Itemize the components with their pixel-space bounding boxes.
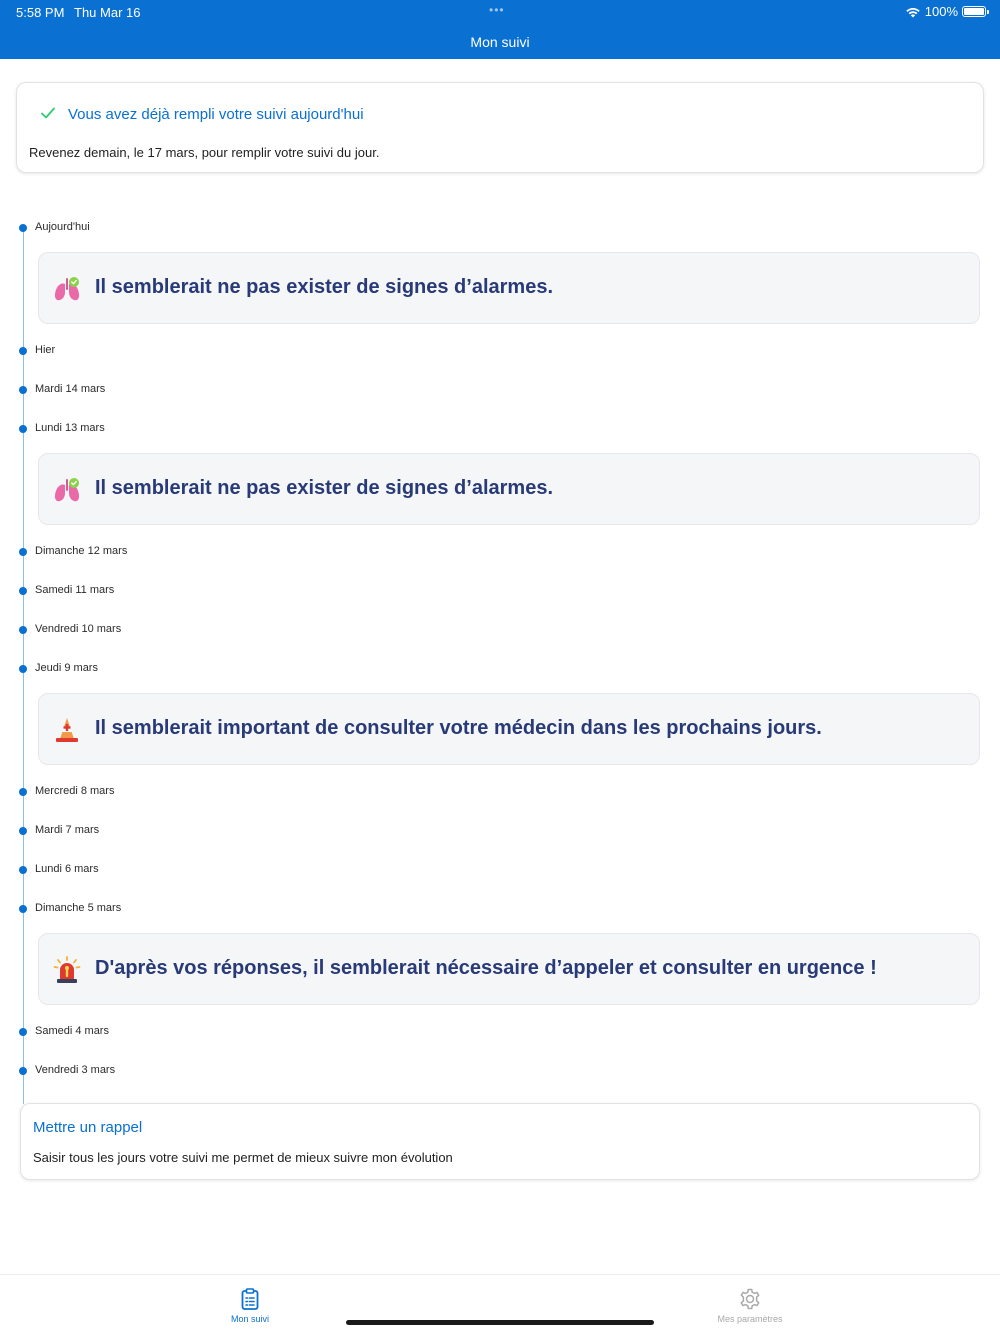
timeline-dot [19,1067,27,1075]
status-indicators [905,4,986,19]
timeline-day [0,662,300,678]
timeline-dot [19,827,27,835]
wifi-icon [905,6,921,18]
timeline-dot [19,425,27,433]
timeline-day [0,584,300,600]
timeline-day [0,221,300,237]
timeline-day [0,422,300,438]
timeline-day-label: Mardi 7 mars [35,824,100,836]
timeline-day-label: Lundi 6 mars [35,863,99,875]
lungs-icon [52,274,82,304]
gear-icon [738,1287,762,1311]
reminder-title[interactable]: Mettre un rappel [33,1119,143,1136]
timeline-dot [19,548,27,556]
advice-text: D'après vos réponses, il semblerait nécessaire d’appeler et consulter en urgence ! [95,957,877,979]
advice-card[interactable] [38,453,980,525]
timeline-day-label: Dimanche 12 mars [35,545,128,557]
tab-bar [0,1274,1000,1334]
timeline-dot [19,905,27,913]
timeline-day-label: Hier [35,344,56,356]
timeline-day [0,902,300,918]
lungs-icon [52,475,82,505]
advice-card[interactable] [38,252,980,324]
timeline-dot [19,587,27,595]
timeline-day-label: Vendredi 3 mars [35,1064,116,1076]
timeline-day [0,824,300,840]
page-title: Mon suivi [470,34,530,50]
daily-done-card [16,82,984,173]
timeline-day [0,785,300,801]
daily-done-text: Revenez demain, le 17 mars, pour remplir votre suivi du jour. [29,145,380,160]
clipboard-icon [238,1287,262,1311]
timeline-day-label: Aujourd'hui [35,221,90,233]
advice-text: Il semblerait ne pas exister de signes d’alarmes. [95,276,553,298]
timeline-day-label: Jeudi 9 mars [35,662,98,674]
timeline-dot [19,386,27,394]
timeline-day-label: Dimanche 5 mars [35,902,122,914]
multitasking-dots-icon[interactable]: ••• [489,3,505,17]
timeline-day-label: Vendredi 10 mars [35,623,122,635]
timeline-dot [19,224,27,232]
reminder-text: Saisir tous les jours votre suivi me permet de mieux suivre mon évolution [33,1150,453,1165]
timeline-dot [19,347,27,355]
timeline-day-label: Lundi 13 mars [35,422,105,434]
tab-label: Mes paramètres [717,1314,783,1324]
timeline-dot [19,1028,27,1036]
status-date: Thu Mar 16 [74,5,141,20]
tab-mes-parametres[interactable] [690,1275,810,1331]
daily-done-title: Vous avez déjà rempli votre suivi aujourd'hui [68,106,364,123]
reminder-card[interactable] [20,1103,980,1180]
timeline-day [0,383,300,399]
tab-mon-suivi[interactable] [190,1275,310,1331]
timeline-day [0,623,300,639]
timeline-day [0,545,300,561]
advice-text: Il semblerait ne pas exister de signes d’alarmes. [95,477,553,499]
timeline-day-label: Mardi 14 mars [35,383,106,395]
advice-text: Il semblerait important de consulter votre médecin dans les prochains jours. [95,717,822,739]
timeline-dot [19,788,27,796]
timeline-dot [19,665,27,673]
timeline-day [0,1025,300,1041]
battery-icon [962,6,986,17]
timeline-day-label: Samedi 4 mars [35,1025,109,1037]
timeline-day [0,1064,300,1080]
timeline-day-label: Mercredi 8 mars [35,785,115,797]
tab-label: Mon suivi [230,1314,269,1324]
check-icon [40,105,56,121]
timeline-day-label: Samedi 11 mars [35,584,115,596]
home-indicator[interactable] [346,1320,654,1325]
battery-percent: 100% [924,4,958,19]
timeline-dot [19,626,27,634]
advice-card[interactable] [38,933,980,1005]
timeline-day [0,344,300,360]
timeline-dot [19,866,27,874]
timeline-day [0,863,300,879]
advice-card[interactable] [38,693,980,765]
top-bar [0,0,1000,59]
status-time: 5:58 PM [16,5,65,20]
emergency-siren-icon [52,955,82,985]
medical-cone-icon [52,715,82,745]
